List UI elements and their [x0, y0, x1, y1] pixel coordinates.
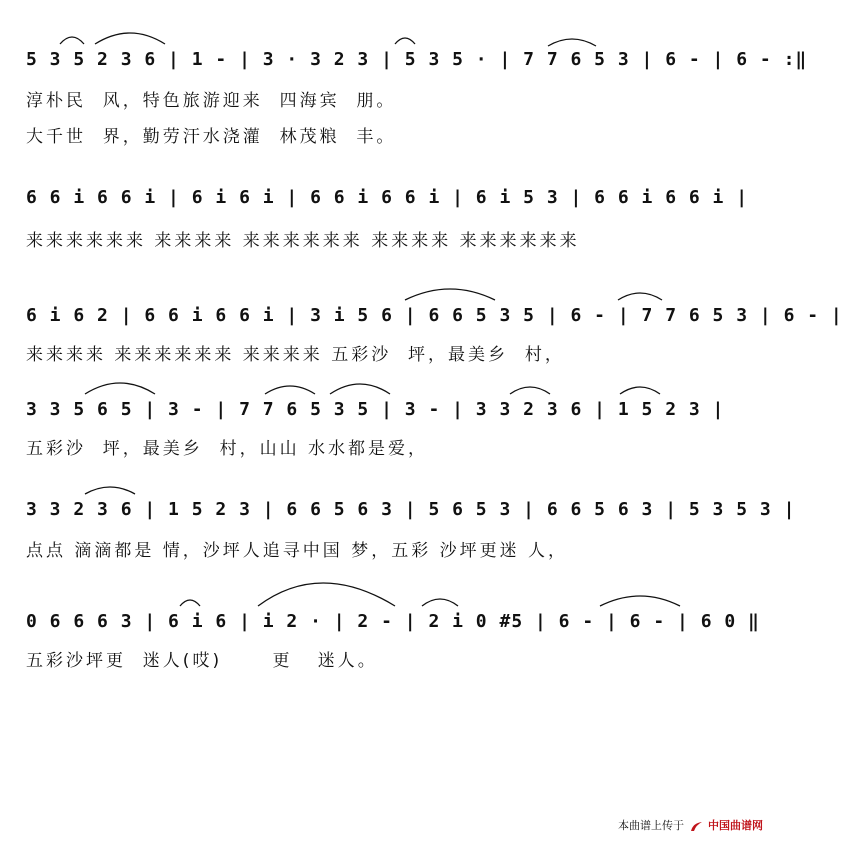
slur	[405, 289, 495, 300]
slur	[422, 599, 458, 606]
lyrics-line-1-verse-2: 大千世 界，勤劳汗水浇灌 林茂粮 丰。	[26, 127, 397, 147]
lyrics-line-6: 五彩沙坪更 迷人(哎) 更 迷人。	[26, 651, 378, 671]
notation-line-1: 5 3 5 2 3 6 | 1 - | 3 · 3 2 3 | 5 3 5 · | 7 7 6 5 3 | 6 - | 6 - :‖	[26, 49, 808, 70]
slur	[265, 386, 315, 394]
slur	[618, 293, 662, 300]
slur	[330, 384, 390, 394]
notation-line-2: 6 6 i 6 6 i | 6 i 6 i | 6 6 i 6 6 i | 6 i 5 3 | 6 6 i 6 6 i |	[26, 187, 749, 208]
site-logo-icon	[690, 821, 703, 832]
notation-line-4: 3 3 5 6 5 | 3 - | 7 7 6 5 3 5 | 3 - | 3 3 2 3 6 | 1 5 2 3 |	[26, 399, 725, 420]
slur	[258, 583, 395, 606]
lyrics-line-3: 来来来来 来来来来来来 来来来来 五彩沙 坪，最美乡 村，	[26, 345, 565, 365]
lyrics-line-2: 来来来来来来 来来来来 来来来来来来 来来来来 来来来来来来	[26, 231, 580, 251]
upload-text: 本曲谱上传于	[618, 819, 684, 832]
slur	[600, 596, 680, 606]
slur	[85, 487, 135, 494]
notation-line-6: 0 6 6 6 3 | 6 i 6 | i 2 · | 2 - | 2 i 0 #5 | 6 - | 6 - | 6 0 ‖	[26, 611, 760, 632]
lyrics-line-4: 五彩沙 坪，最美乡 村，山山 水水都是爱，	[26, 439, 429, 459]
lyrics-line-5: 点点 滴滴都是 情，沙坪人追寻中国 梦，五彩 沙坪更迷 人，	[26, 541, 569, 561]
notation-line-5: 3 3 2 3 6 | 1 5 2 3 | 6 6 5 6 3 | 5 6 5 3 | 6 6 5 6 3 | 5 3 5 3 |	[26, 499, 796, 520]
slur	[85, 383, 155, 394]
slur	[620, 387, 660, 394]
notation-line-3: 6 i 6 2 | 6 6 i 6 6 i | 3 i 5 6 | 6 6 5 3 5 | 6 - | 7 7 6 5 3 | 6 - |	[26, 305, 843, 326]
slur	[510, 387, 550, 394]
site-footer	[563, 817, 763, 835]
slur	[60, 37, 84, 44]
site-name: 中国曲谱网	[708, 819, 763, 832]
slur	[95, 33, 165, 44]
lyrics-line-1-verse-1: 淳朴民 风，特色旅游迎来 四海宾 朋。	[26, 91, 397, 111]
